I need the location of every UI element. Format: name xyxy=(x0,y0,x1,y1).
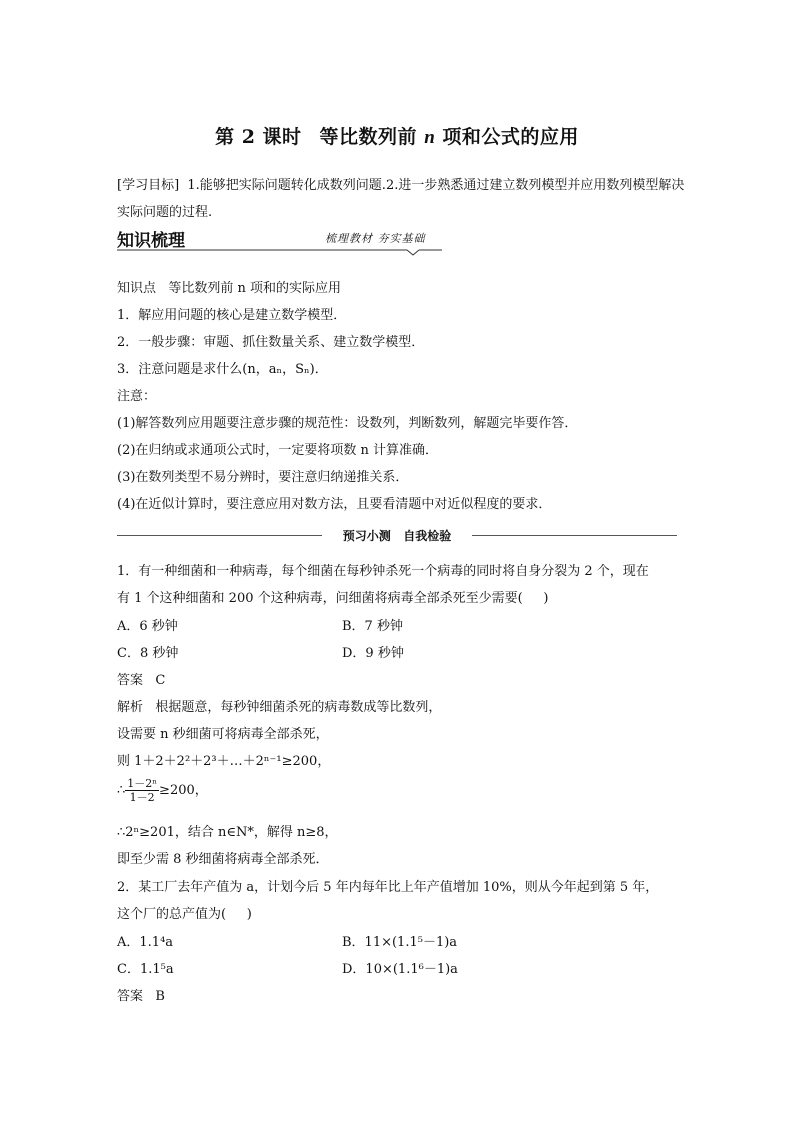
q1-analysis-2: 设需要 n 秒细菌可将病毒全部杀死， xyxy=(117,727,329,742)
q1-stem-line1: 1．有一种细菌和一种病毒，每个细菌在每秒钟杀死一个病毒的同时将自身分裂为 2 个，现在 xyxy=(117,564,649,579)
q1-option-c: C．8 秒钟 xyxy=(117,646,179,661)
note-3: (3)在数列类型不易分辨时，要注意归纳递推关系． xyxy=(117,470,409,485)
q2-stem-line1: 2．某工厂去年产值为 a，计划今后 5 年内每年比上年产值增加 10%，则从今年起到第 5 年， xyxy=(117,880,659,895)
q1-stem-line2: 有 1 个这种细菌和 200 个这种病毒，问细菌将病毒全部杀死至少需要( ) xyxy=(117,591,549,606)
learning-objective: [学习目标] 1.能够把实际问题转化成数列问题.2.进一步熟悉通过建立数列模型并应用数列模型解决实际问题的过程. xyxy=(117,178,685,220)
point-3: 3．注意问题是求什么(n，aₙ，Sₙ)． xyxy=(117,362,328,377)
q2-option-b: B．11×(1.1⁵－1)a xyxy=(342,935,458,950)
point-2: 2．一般步骤：审题、抓住数量关系、建立数学模型． xyxy=(117,335,425,350)
q1-analysis-1: 解析 根据题意，每秒钟细菌杀死的病毒数成等比数列， xyxy=(117,700,442,715)
q1-option-d: D．9 秒钟 xyxy=(342,646,404,661)
q2-stem-line2: 这个厂的总产值为( ) xyxy=(117,907,252,922)
q1-option-a: A．6 秒钟 xyxy=(117,619,178,634)
title-main: 等比数列前 xyxy=(319,126,418,148)
therefore-symbol: ∴ xyxy=(117,783,126,798)
fraction-inequality: ≥200， xyxy=(159,783,208,798)
q1-analysis-6: 即至少需 8 秒细菌将病毒全部杀死． xyxy=(117,852,329,867)
knowledge-point-heading: 知识点 等比数列前 n 项和的实际应用 xyxy=(117,281,342,296)
note-1: (1)解答数列应用题要注意步骤的规范性：设数列，判断数列，解题完毕要作答． xyxy=(117,416,578,431)
section-header xyxy=(117,226,442,256)
q2-option-d: D．10×(1.1⁶－1)a xyxy=(342,962,458,977)
q1-option-b: B．7 秒钟 xyxy=(342,619,403,634)
section-label: 知识梳理 xyxy=(117,231,185,251)
q1-analysis-fraction-line xyxy=(117,777,208,804)
note-label: 注意： xyxy=(117,389,157,404)
title-rest: 项和公式的应用 xyxy=(442,126,579,148)
q1-analysis-5: ∴2ⁿ≥201，结合 n∈N*，解得 n≥8， xyxy=(117,825,338,840)
point-1: 1．解应用问题的核心是建立数学模型． xyxy=(117,308,347,323)
fraction-numerator: 1－2ⁿ xyxy=(127,777,158,790)
fraction-denominator: 1－2 xyxy=(129,791,155,804)
note-4: (4)在近似计算时，要注意应用对数方法，且要看清题中对近似程度的要求． xyxy=(117,497,552,512)
q1-analysis-3: 则 1＋2＋2²＋2³＋…＋2ⁿ⁻¹≥200， xyxy=(117,754,331,769)
note-2: (2)在归纳或求通项公式时，一定要将项数 n 计算准确． xyxy=(117,443,439,458)
title-variable: n xyxy=(424,127,436,148)
title-lesson: 第 2 课时 xyxy=(215,126,302,148)
section-slogan: 梳理教材 夯实基础 xyxy=(325,232,426,245)
q2-option-c: C．1.1⁵a xyxy=(117,962,174,977)
q2-option-a: A．1.1⁴a xyxy=(117,935,174,950)
q1-answer: 答案 C xyxy=(117,673,166,688)
page-title xyxy=(0,122,794,149)
divider-label: 预习小测 自我检验 xyxy=(342,529,452,543)
q2-answer: 答案 B xyxy=(117,989,165,1004)
fraction xyxy=(125,777,159,804)
preview-divider xyxy=(117,527,677,543)
